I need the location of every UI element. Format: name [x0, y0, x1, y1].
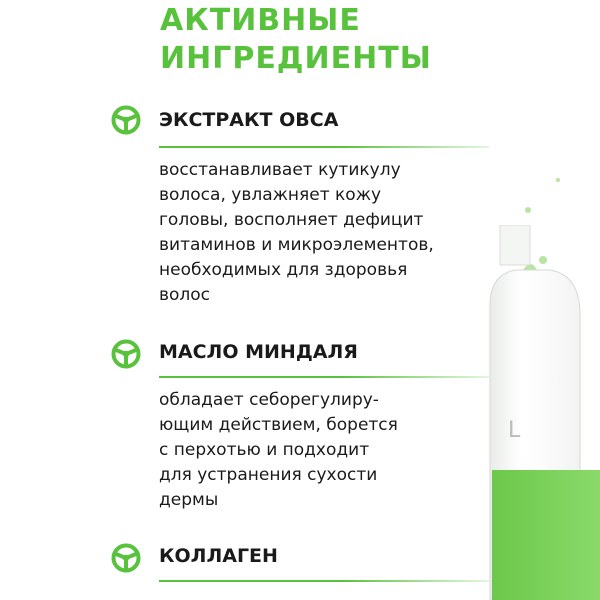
steering-wheel-icon	[111, 543, 141, 573]
steering-wheel-icon	[111, 105, 141, 135]
page-title-line-2: ИНГРЕДИЕНТЫ	[160, 41, 432, 76]
ingredient-title: МАСЛО МИНДАЛЯ	[159, 341, 358, 363]
page-title-line-1: АКТИВНЫЕ	[160, 3, 361, 38]
description-line: ющим действием, борется	[159, 415, 398, 435]
description-line: необходимых для здоровья	[159, 260, 408, 280]
ingredient-description	[159, 388, 499, 513]
description-line: волос	[159, 285, 211, 305]
steering-wheel-icon	[111, 339, 141, 369]
description-line: дермы	[159, 490, 219, 510]
description-line: с перхотью и подходит	[159, 440, 370, 460]
ingredient-title: ЭКСТРАКТ ОВСА	[159, 109, 339, 131]
description-line: головы, восполняет дефицит	[159, 210, 424, 230]
section-divider	[159, 376, 489, 378]
ingredient-description	[159, 158, 499, 308]
section-divider	[159, 146, 489, 148]
product-label-fragment: L	[508, 418, 521, 443]
description-line: волоса, увлажняет кожу	[159, 185, 382, 205]
page-title	[160, 2, 432, 78]
description-line: витаминов и микроэлементов,	[159, 235, 434, 255]
description-line: обладает себорегулиру-	[159, 390, 379, 410]
description-line: восстанавливает кутикулу	[159, 160, 401, 180]
section-divider	[159, 580, 489, 582]
description-line: для устранения сухости	[159, 465, 378, 485]
ingredient-title: КОЛЛАГЕН	[159, 545, 278, 567]
